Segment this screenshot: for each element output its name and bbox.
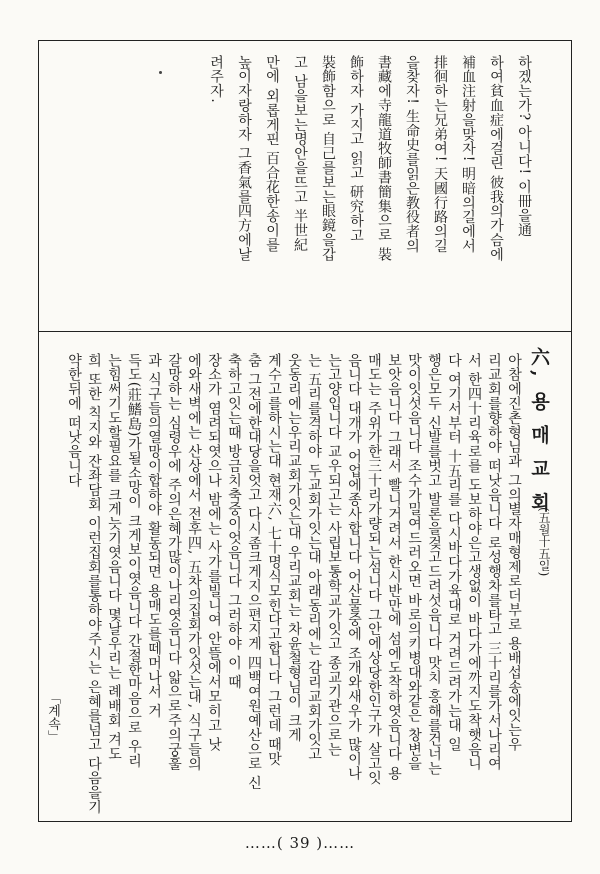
poem-line: 飾하자 가지고 읽고 研究하고 bbox=[348, 55, 364, 243]
body-line: 는힘써기도할필요를 크게늣기엿음니다 몇날우리는 례배회 겨도 bbox=[106, 353, 122, 762]
body-line: 축하고잇는때 방금치축중이엇음니다 그러하야 이 때 bbox=[226, 353, 242, 690]
body-line: 춤 그전에한대당을엇고 다시좀크게지으편지게 四백여원예산으로 신 bbox=[246, 353, 262, 791]
section-date: (五월十五일) bbox=[537, 507, 551, 577]
body-line: 음니다 대개가 어업에종사합니다 어산물중에 조개와새우가 많이나 bbox=[346, 353, 362, 781]
page-frame bbox=[38, 40, 572, 822]
poem-line: 하겠는가? 아니다! 이冊을通 bbox=[516, 55, 532, 238]
body-line: 다 여기서부터 十五리를 다시바다가육대로 거려드려가는대 일 bbox=[446, 353, 462, 752]
body-line: 는고양입니다 교우되고는 사립보통학교가잇고 종교기관으로는 bbox=[326, 353, 342, 757]
body-line: 행은모두 신발를벗고 발론을겇고드려섯음니다 맛치 홍해를건너는 bbox=[426, 353, 442, 776]
poem-line: 裝飾함으로 自己를보는眼鏡을갑 bbox=[320, 55, 336, 262]
poem-line: 만에 외롭게핀 百合花한송이를 bbox=[264, 55, 280, 252]
body-line: 맛이잇섯음니다 조수가밀여드러오면 바로의키병대와같은 창변을 bbox=[406, 353, 422, 771]
poem-line: 을찾자! 生命史를읽은教役者의 bbox=[404, 55, 420, 254]
body-line: 는 五리를격하야 두교회가잇는대 아래동리에는 감리교회가잇고 bbox=[306, 353, 322, 762]
body-line: 매도는 주위가한三十리가량되는섬니다 그안에상당한인구가 살고잇 bbox=[366, 353, 382, 786]
body-line: 계수고를하시는대 현재六, 七十명식모힌다고합니다 그런데 때맛 bbox=[266, 353, 282, 767]
body-line: 장소가 염려되엿으나 밤에는 사가를빌니여 안뜰에서모히고 낫 bbox=[206, 353, 222, 752]
body-line: 약한뒤에 떠낫음니다 bbox=[66, 353, 82, 488]
body-line: 득도(莊鰭島)가될소망이 크게보이엿음니다 간절한마음으로 우리 bbox=[126, 353, 142, 769]
ink-speck bbox=[159, 71, 162, 74]
body-line: 리교회를향하야 떠낫음니다 로성행차를타고 三十리를가서나리여 bbox=[486, 353, 502, 771]
poem-line: 려주자. bbox=[208, 55, 224, 104]
body-line: 과 식구들의열망이합하야 활동되면 용매도를떼머나서 거 bbox=[146, 353, 162, 719]
body-line: 웃동리에는우리교회가잇는대 우리교회는 차윤철형님이 크게 bbox=[286, 353, 302, 742]
body-line: 갈망하는 심령우에 주의은혜가많이나리엿음니다 앏으로주의궁훌 bbox=[166, 353, 182, 771]
continued-mark: 「계속」 bbox=[45, 691, 60, 743]
body-line: 희 또한 칙지와 잔좌담회 이런집회를통하야주시는 은혜를넘고 다음을기 bbox=[86, 353, 102, 815]
poem-line: 높이자랑하자 그香氣를四方에날 bbox=[236, 55, 252, 262]
section-heading: 六, 용 매 교 회 bbox=[528, 347, 550, 516]
body-line: 서 한四十리육로를 도보하야은고생없이 바다가에까지도착햇음니 bbox=[466, 353, 482, 771]
poem-line: 書藏에寺龍道牧師書簡集으로 裝 bbox=[376, 55, 392, 262]
body-line: 보앗음니다 그래서 빨니거려서 한시반만에 섬에도착하엿음니다 용 bbox=[386, 353, 402, 781]
poem-line: 하여貧血症에걸린 彼我의가슴에 bbox=[488, 55, 504, 262]
poem-line: 排徊하는兄弟여! 天國行路의길 bbox=[432, 55, 448, 254]
page-number: ……( 39 )…… bbox=[244, 834, 356, 852]
body-line: 아참에진촌형님과 그의별자매형제로더부로 용배섭송에잇는우 bbox=[506, 353, 522, 752]
poem-line: 고 남을보는명안을뜨고 半世紀 bbox=[292, 55, 308, 252]
section-divider bbox=[39, 331, 571, 332]
poem-line: 補血注射을맞자! 明暗의길에서 bbox=[460, 55, 476, 254]
body-line: 에와새벽에는 산상에서 전후四, 五차의집회가잇섯는대, 식구들의 bbox=[186, 353, 202, 771]
